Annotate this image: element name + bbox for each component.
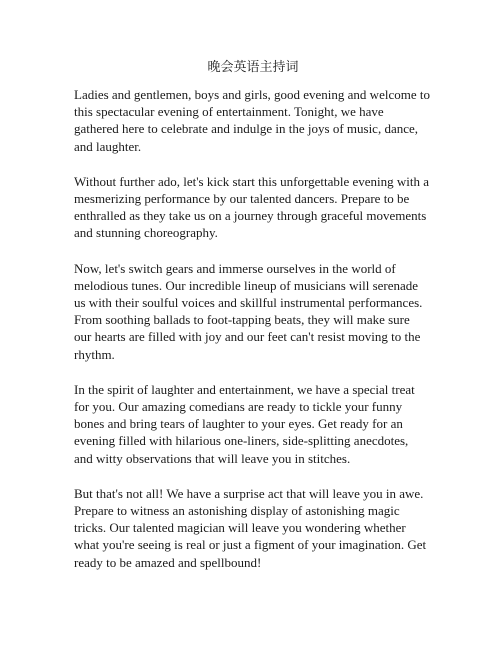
paragraph-musicians: Now, let's switch gears and immerse ourselves in the world of melodious tunes. Our incredible lineup of musicians will serenade us with their soulful voices and skillful instrumental performances. From soothing ballads to foot-tapping beats, they will make sure our hearts are filled with joy and our feet can't resist moving to the rhythm. xyxy=(74,260,423,362)
paragraph-comedians: In the spirit of laughter and entertainment, we have a special treat for you. Our amazing comedians are ready to tickle your funny bones and bring tears of laughter to your eyes. Get ready for an evening filled with hilarious one-liners, side-splitting anecdotes, and witty observations that will leave you in stitches. xyxy=(74,381,415,466)
paragraph-welcome: Ladies and gentlemen, boys and girls, good evening and welcome to this spectacular evening of entertainment. Tonight, we have gathered here to celebrate and indulge in the joys of music, dance, and laughter. xyxy=(74,87,430,154)
paragraph-magician: But that's not all! We have a surprise act that will leave you in awe. Prepare to witness an astonishing display of astonishing magic tricks. Our talented magician will leave you wondering whether what you're seeing is real or just a figment of your imagination. Get ready to be amazed and spellbound! xyxy=(74,485,427,570)
paragraph-dancers: Without further ado, let's kick start this unforgettable evening with a mesmerizing performance by our talented dancers. Prepare to be enthralled as they take us on a journey through graceful movements and stunning choreography. xyxy=(74,173,430,241)
document-title: 晚会英语主持词 xyxy=(207,59,299,74)
